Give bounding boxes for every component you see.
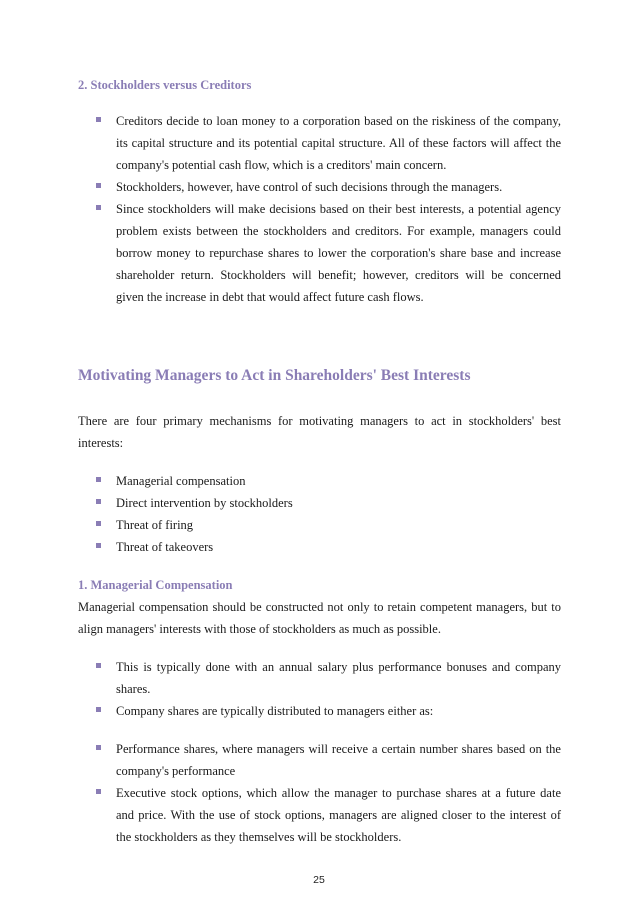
bullet-list-compensation [96,656,561,722]
bullet-icon [96,117,101,122]
paragraph-managerial-compensation: Managerial compensation should be constructed not only to retain competent managers, but to align managers' interests with those of stockholders as much as possible. [78,600,561,636]
bullet-list-stockholders-creditors [96,110,561,308]
section-heading-stockholders-creditors: 2. Stockholders versus Creditors [78,78,252,92]
bullet-icon [96,477,101,482]
bullet-icon [96,707,101,712]
list-item: Creditors decide to loan money to a corporation based on the riskiness of the company, its capital structure and its potential capital structure. All of these factors will affect the company's potential cash flow, which is a creditors' main concern. [96,110,561,176]
bullet-icon [96,521,101,526]
bullet-icon [96,745,101,750]
list-item: Company shares are typically distributed to managers either as: [96,700,561,722]
section-heading-managerial-compensation: 1. Managerial Compensation [78,578,233,592]
list-item: Performance shares, where managers will receive a certain number shares based on the company's performance [96,738,561,782]
paragraph-intro-mechanisms: There are four primary mechanisms for motivating managers to act in stockholders' best interests: [78,414,561,450]
bullet-list-mechanisms [96,470,561,558]
bullet-icon [96,205,101,210]
list-item: Stockholders, however, have control of such decisions through the managers. [96,176,561,198]
section-heading-motivating-managers: Motivating Managers to Act in Shareholders' Best Interests [78,367,471,384]
list-item: Since stockholders will make decisions based on their best interests, a potential agency problem exists between the stockholders and creditors. For example, managers could borrow money to repurchase shares to lower the corporation's share base and increase shareholder return. Stockholders will benefit; however, creditors will be concerned given the increase in debt that would affect future cash flows. [96,198,561,308]
list-item: Threat of takeovers [96,536,561,558]
list-item: Threat of firing [96,514,561,536]
bullet-icon [96,789,101,794]
list-item: This is typically done with an annual salary plus performance bonuses and company shares. [96,656,561,700]
bullet-icon [96,663,101,668]
bullet-icon [96,183,101,188]
bullet-list-share-types [96,738,561,848]
list-item: Managerial compensation [96,470,561,492]
list-item: Direct intervention by stockholders [96,492,561,514]
page-number: 25 [313,874,325,886]
bullet-icon [96,499,101,504]
list-item: Executive stock options, which allow the manager to purchase shares at a future date and price. With the use of stock options, managers are aligned closer to the interest of the stockholders as they themselves will be stockholders. [96,782,561,848]
bullet-icon [96,543,101,548]
